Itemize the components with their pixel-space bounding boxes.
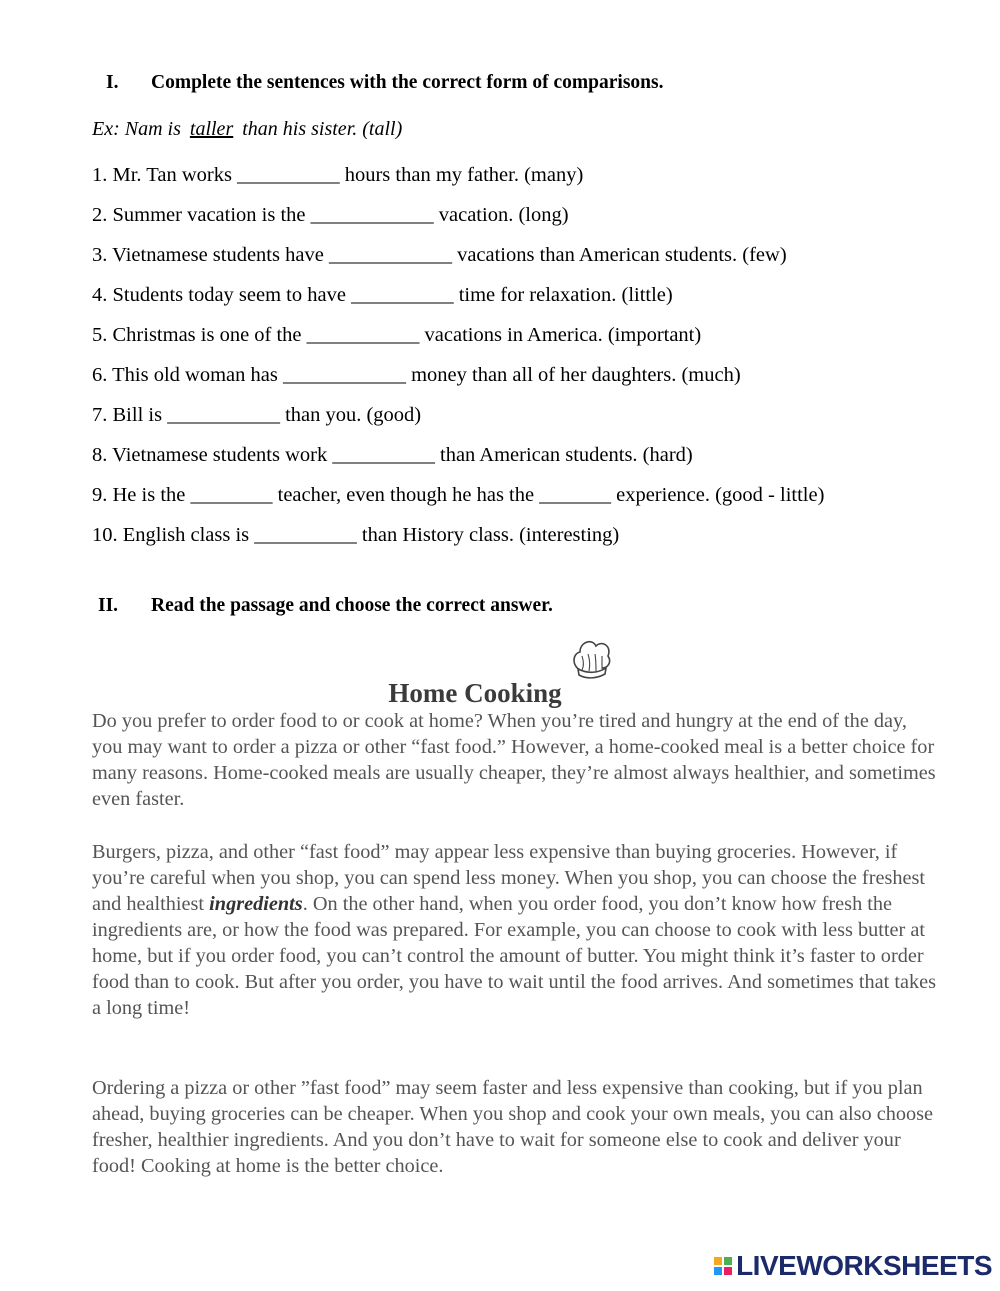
exercise-item-5: 5. Christmas is one of the ___________ vacations in America. (important) <box>92 324 702 346</box>
exercise-item-4: 4. Students today seem to have __________ time for relaxation. (little) <box>92 284 673 306</box>
passage-title-row <box>0 636 1000 708</box>
section-1-number: I. <box>106 72 119 93</box>
logo-text: LIVEWORKSHEETS <box>736 1250 992 1281</box>
passage-paragraph-2: Burgers, pizza, and other “fast food” may appear less expensive than buying groceries. However, if you’re careful when you shop, you can spend less money. When you shop, you can choose the freshest and healthiest ingredients. On the other hand, when you order food, you don’t know how fresh the ingredients are, or how the food was prepared. For example, you can choose to cook with less butter at home, but if you order food, you can’t control the amount of butter. You might think it’s faster to order food than to cook. But after you order, you have to wait until the food arrives. And sometimes that takes a long time! <box>92 841 937 1019</box>
answer-blank-4[interactable]: __________ <box>351 284 454 306</box>
exercise-item-3: 3. Vietnamese students have ____________ vacations than American students. (few) <box>92 244 787 266</box>
example-suffix: than his sister. (tall) <box>242 118 403 140</box>
passage-paragraph-1: Do you prefer to order food to or cook at home? When you’re tired and hungry at the end of the day, you may want to order a pizza or other “fast food.” However, a home-cooked meal is a better choice for many reasons. Home-cooked meals are usually cheaper, they’re almost always healthier, and sometimes even faster. <box>92 710 936 810</box>
section-2-title: Read the passage and choose the correct answer. <box>151 595 553 616</box>
exercise-item-9: 9. He is the ________ teacher, even though he has the _______ experience. (good - little) <box>92 484 825 506</box>
answer-blank-6[interactable]: ____________ <box>282 364 406 386</box>
keyword-ingredients: ingredients <box>209 893 303 915</box>
passage-title: Home Cooking <box>388 678 562 708</box>
liveworksheets-logo[interactable] <box>714 1249 992 1283</box>
section-2-heading <box>98 595 553 617</box>
answer-blank-10[interactable]: __________ <box>254 524 357 546</box>
chef-hat-icon <box>570 636 612 687</box>
exercise-item-2: 2. Summer vacation is the ____________ vacation. (long) <box>92 204 569 226</box>
logo-blocks-icon <box>714 1257 732 1275</box>
answer-blank-7[interactable]: ___________ <box>167 404 280 426</box>
section-1-title: Complete the sentences with the correct form of comparisons. <box>151 72 664 93</box>
exercise-item-1: 1. Mr. Tan works __________ hours than my father. (many) <box>92 164 584 186</box>
answer-blank-8[interactable]: __________ <box>332 444 435 466</box>
exercise-list <box>92 162 824 562</box>
answer-blank-1[interactable]: __________ <box>237 164 340 186</box>
example-answer: taller <box>189 118 234 140</box>
answer-blank-9a[interactable]: ________ <box>190 484 273 506</box>
section-2-number: II. <box>98 595 119 616</box>
exercise-item-6: 6. This old woman has ____________ money than all of her daughters. (much) <box>92 364 741 386</box>
exercise-item-8: 8. Vietnamese students work __________ than American students. (hard) <box>92 444 693 466</box>
exercise-item-10: 10. English class is __________ than History class. (interesting) <box>92 524 620 546</box>
answer-blank-9b[interactable]: _______ <box>539 484 611 506</box>
exercise-item-7: 7. Bill is ___________ than you. (good) <box>92 404 422 426</box>
answer-blank-5[interactable]: ___________ <box>306 324 420 346</box>
answer-blank-3[interactable]: ____________ <box>328 244 452 266</box>
passage-paragraph-3: Ordering a pizza or other ”fast food” may seem faster and less expensive than cooking, but if you plan ahead, buying groceries can be cheaper. When you shop and cook your own meals, you can also choose fresher, healthier ingredients. And you don’t have to wait for someone else to cook and deliver your food! Cooking at home is the better choice. <box>92 1077 934 1177</box>
section-1-heading <box>106 72 663 94</box>
answer-blank-2[interactable]: ____________ <box>310 204 434 226</box>
example-sentence <box>92 118 402 141</box>
example-prefix: Ex: Nam is <box>92 118 181 140</box>
